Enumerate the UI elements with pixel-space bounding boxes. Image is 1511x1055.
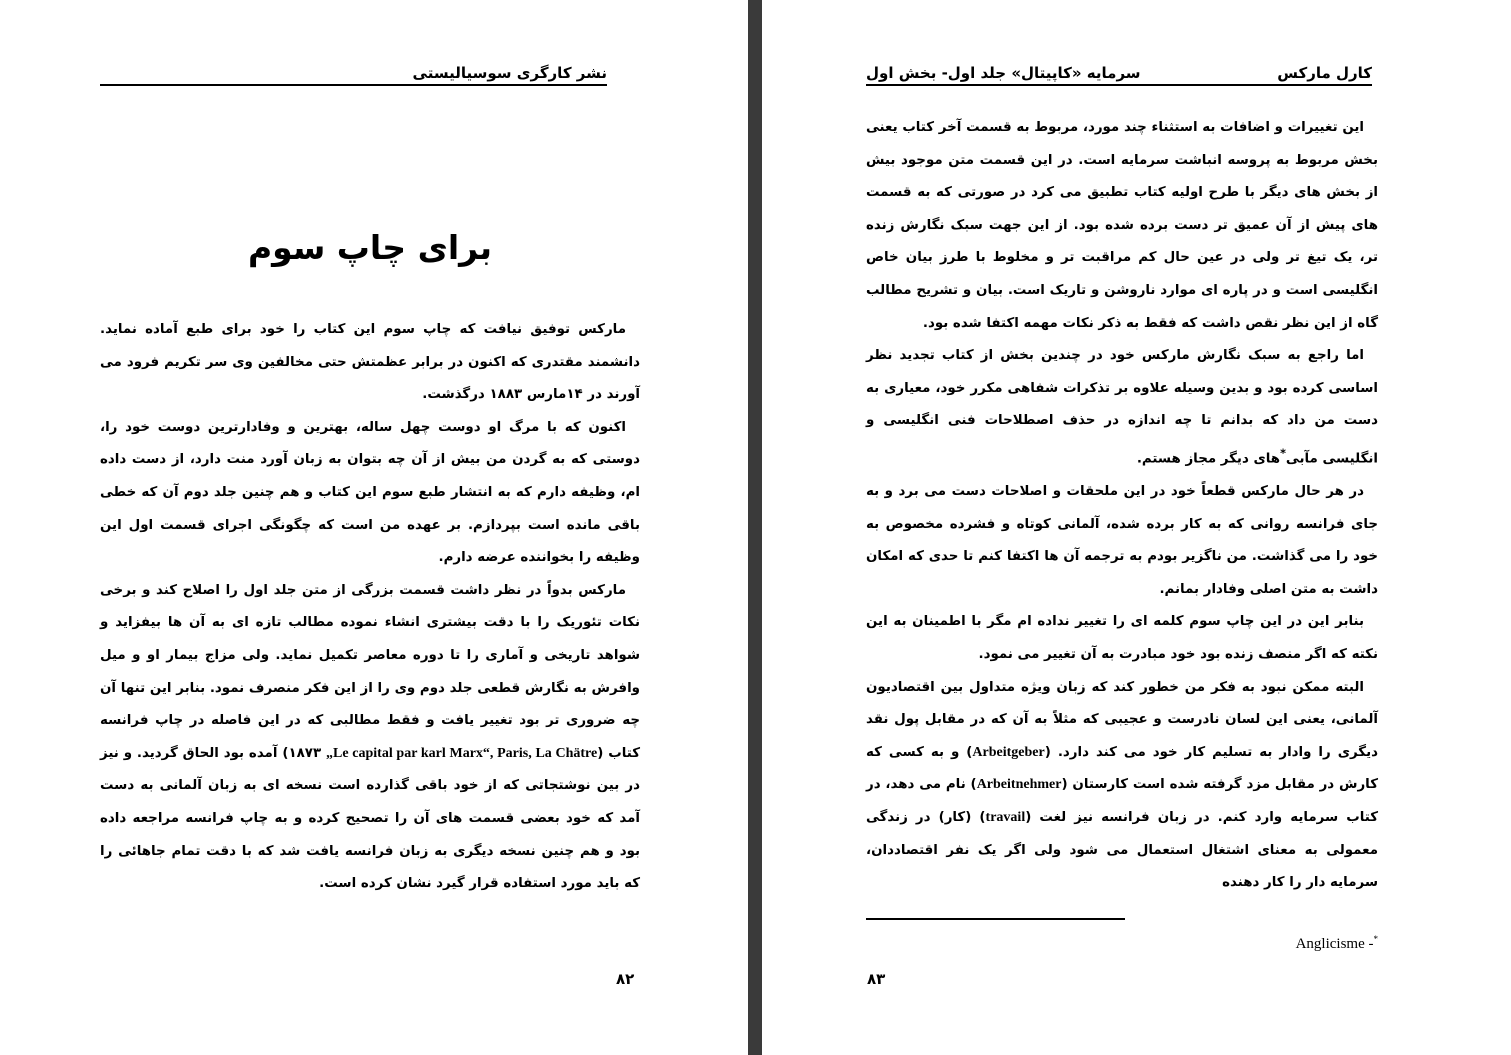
footnote-marker: * bbox=[1280, 446, 1286, 460]
right-page bbox=[762, 0, 1511, 1055]
paragraph-text: ) (کار) در زندگی معمولی به معنای اشتغال استعمال می شود ولی اگر یک نفر اقتصاددان، سرمایه دار را کار دهنده bbox=[866, 809, 1378, 891]
page-number-left: ۸۲ bbox=[616, 970, 635, 988]
latin-term: Arbeitnehmer bbox=[976, 777, 1062, 793]
running-header-left: نشر کارگری سوسیالیستی bbox=[100, 64, 607, 86]
left-body-text bbox=[100, 314, 640, 901]
paragraph-text: البته ممکن نبود به فکر من خطور کند که زبان ویژه متداول بین اقتصادیون آلمانی، یعنی این لسان نادرست و عجیبی که مثلاً به آن که در مقابل پول نقد دیگری را وادار به تسلیم کار خود می کند دارد. ( bbox=[866, 679, 1378, 760]
paragraph: اکنون که با مرگ او دوست چهل ساله، بهترین و وفادارترین دوست خود را، دوستی که به گردن من بیش از آن چه بتوان به زبان آورد منت دارد، از دست داده ام، وظیفه دارم که به انتشار طبع سوم این کتاب و هم چنین جلد دوم آن که خطی باقی مانده است بپردازم. بر عهده من است که چگونگی اجرای قسمت اول این وظیفه را بخواننده عرضه دارم. bbox=[100, 419, 640, 566]
paragraph bbox=[866, 672, 1378, 900]
left-page bbox=[0, 0, 748, 1055]
paragraph: در هر حال مارکس قطعاً خود در این ملحقات و اصلاحات دست می برد و به جای فرانسه روانی که به کار برده شده، آلمانی کوتاه و فشرده مخصوص به خود را می گذاشت. من ناگزیر بودم به ترجمه آن ها اکتفا کنم تا حدی که امکان داشت به متن اصلی وفادار بمانم. bbox=[866, 484, 1378, 597]
paragraph: مارکس توفیق نیافت که چاپ سوم این کتاب را خود برای طبع آماده نماید. دانشمند مقتدری که اکنون در برابر عظمتش حتی مخالفین وی سر تکریم فرود می آورند در ۱۴مارس ۱۸۸۳ درگذشت. bbox=[100, 322, 640, 403]
paragraph bbox=[100, 575, 640, 901]
paragraph-text: ) نام می دهد، در کتاب سرمایه وارد کنم. در زبان فرانسه نیز لغت ( bbox=[866, 777, 1378, 825]
paragraph-text: مارکس بدواً در نظر داشت قسمت بزرگی از متن جلد اول را اصلاح کند و برخی نکات تئوریک را با دقت بیشتری انشاء نموده مطالب تازه ای به آن ها بیفزاید و شواهد تاریخی و آماری را تا دوره معاصر تکمیل نماید. ولی مزاج بیمار او و میل وافرش به نگارش قطعی جلد دوم وی را از این فکر منصرف نمود. بنابر این تنها آن چه ضروری تر بود تغییر یافت و فقط مطالبی که در این فاصله در چاپ فرانسه کتاب ( bbox=[100, 582, 640, 761]
paragraph: بنابر این در این چاپ سوم کلمه ای را تغییر نداده ام مگر با اطمینان به این نکته که اگر منصف زنده بود خود مبادرت به آن تغییر می نمود. bbox=[866, 614, 1378, 662]
latin-term: travail bbox=[985, 809, 1026, 825]
latin-citation: „Le capital par karl Marx“, Paris, La Chätre bbox=[326, 745, 598, 761]
footnote bbox=[866, 934, 1378, 953]
header-book-title: سرمایه «کاپیتال» جلد اول- بخش اول bbox=[866, 64, 1141, 82]
header-author: کارل مارکس bbox=[1277, 64, 1372, 82]
paragraph-text: ) آمده بود الحاق گردید. و نیز در بین نوشتجاتی که از خود باقی گذارده است نسخه ای به زبان آلمانی به دست آمد که خود بعضی قسمت های آن را تصحیح کرده و به چاپ فرانسه مراجعه داده بود و هم چنین نسخه دیگری به زبان فرانسه یافت شد که با دقت تمام جاهائی را که باید مورد استفاده قرار گیرد نشان کرده است. bbox=[100, 745, 640, 892]
page-number-right: ۸۳ bbox=[867, 970, 886, 988]
citation-year: ۱۸۷۳ bbox=[288, 745, 322, 761]
footnote-separator bbox=[866, 918, 1125, 920]
paragraph: این تغییرات و اضافات به استثناء چند مورد، مربوط به قسمت آخر کتاب یعنی بخش مربوط به پروسه انباشت سرمایه است. در این قسمت متن موجود بیش از بخش های دیگر با طرح اولیه کتاب تطبیق می کرد در صورتی که به قسمت های پیش از آن عمیق تر دست برده شده بود. از این جهت سبک نگارش زنده تر، یک تیغ تر ولی در عین حال کم مراقبت تر و مخلوط با طرز بیان خاص انگلیسی است و در پاره ای موارد ناروشن و تاریک است. بیان و تشریح مطالب گاه از این نظر نقص داشت که فقط به ذکر نکات مهمه اکتفا شده بود. bbox=[866, 120, 1378, 331]
paragraph-text: های دیگر مجاز هستم. bbox=[1136, 451, 1281, 467]
paragraph-text: اما راجع به سبک نگارش مارکس خود در چندین بخش از کتاب تجدید نظر اساسی کرده بود و بدین وسیله علاوه بر تذکرات شفاهی مکرر خود، معیاری به دست من داد که بدانم تا چه اندازه در حذف اصطلاحات فنی انگلیسی و انگلیسی مآبی bbox=[866, 348, 1378, 467]
chapter-title: برای چاپ سوم bbox=[247, 228, 493, 267]
latin-term: Arbeitgeber bbox=[972, 744, 1045, 760]
right-body-text bbox=[866, 112, 1378, 900]
footnote-marker: * bbox=[1373, 934, 1378, 944]
paragraph bbox=[866, 340, 1378, 476]
running-header-right bbox=[866, 64, 1372, 86]
book-spine bbox=[748, 0, 762, 1055]
footnote-text: Anglicisme - bbox=[1295, 936, 1374, 952]
paragraph-text: ) و به کسی که کارش در مقابل مزد گرفته شده است کارستان ( bbox=[866, 744, 1378, 793]
